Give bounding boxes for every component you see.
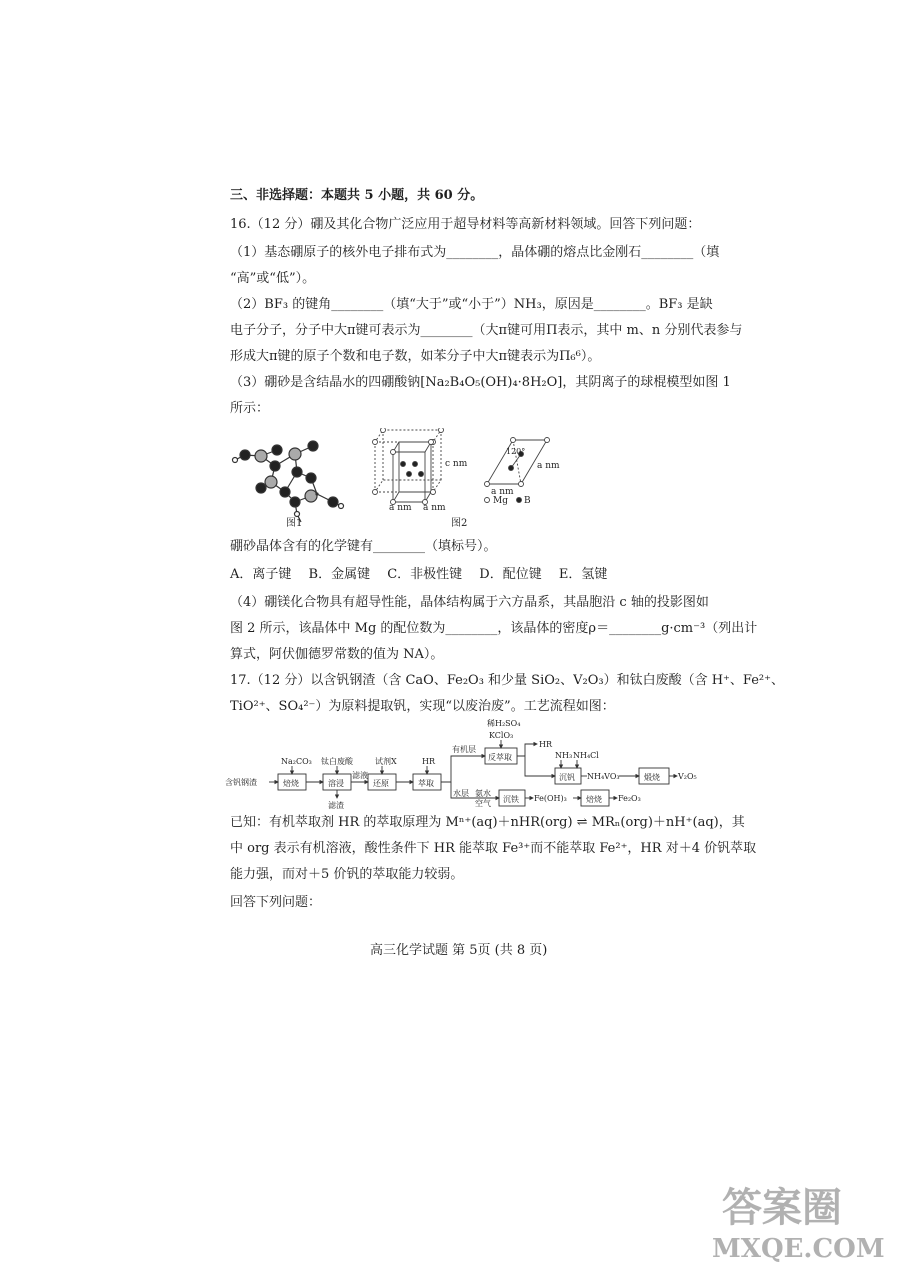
q16-part2-line2: 电子分子，分子中大π键可表示为________（大π键可用Π表示，其中 m、n 分别代表参与 bbox=[230, 323, 743, 338]
figure1-ball-stick-model bbox=[233, 441, 344, 522]
figure2-angle-label: 120° bbox=[506, 447, 526, 456]
q16-part1-line1: （1）基态硼原子的核外电子排布式为________，晶体硼的熔点比金刚石________（填 bbox=[230, 245, 720, 260]
flow-residue: 滤渣 bbox=[328, 801, 344, 810]
flow-filtrate: 滤液 bbox=[352, 771, 368, 780]
flow-kclo3: KClO₃ bbox=[489, 731, 514, 740]
legend-mg: Mg bbox=[493, 496, 508, 506]
flow-nh4vo3: NH₄VO₃ bbox=[587, 772, 620, 781]
flow-raw: 含钒钢渣 bbox=[225, 778, 257, 787]
figure2-caption: 图2 bbox=[451, 518, 468, 529]
page-footer: 高三化学试题 第 5页 (共 8 页) bbox=[370, 943, 548, 958]
q17-known-line2: 中 org 表示有机溶液，酸性条件下 HR 能萃取 Fe³⁺而不能萃取 Fe²⁺，HR 对＋4 价钒萃取 bbox=[230, 841, 757, 856]
q17-known-line1: 已知：有机萃取剂 HR 的萃取原理为 Mⁿ⁺(aq)＋nHR(org) ⇌ MRₙ(org)＋nH⁺(aq)，其 bbox=[230, 815, 745, 830]
q16-stem: 16.（12 分）硼及其化合物广泛应用于超导材料等高新材料领域。回答下列问题： bbox=[230, 217, 701, 232]
flow-vprec: 沉钒 bbox=[559, 773, 575, 782]
flow-na2co3: Na₂CO₃ bbox=[281, 757, 312, 766]
figure2-a-label-1: a nm bbox=[389, 503, 412, 513]
flow-air: 空气 bbox=[475, 799, 491, 808]
flow-reduce: 还原 bbox=[373, 779, 389, 788]
flow-ammonia: 氨水 bbox=[475, 789, 491, 798]
flow-reagent-x: 试剂X bbox=[375, 757, 397, 766]
flow-water: 水层 bbox=[453, 789, 469, 798]
flow-nh3: NH₃ bbox=[555, 751, 573, 760]
q17-known-line3: 能力强，而对＋5 价钒的萃取能力较弱。 bbox=[230, 867, 464, 882]
flow-acid: 钛白废酸 bbox=[321, 757, 353, 766]
figure2-a-label-4: a nm bbox=[491, 487, 514, 497]
figure2-a-label-2: a nm bbox=[423, 503, 446, 513]
legend-b: B bbox=[524, 496, 531, 506]
flow-feprec: 沉铁 bbox=[503, 795, 519, 804]
flow-v2o5: V₂O₅ bbox=[678, 772, 697, 781]
crystal-figures bbox=[225, 428, 575, 538]
q16-options: A．离子键 B．金属键 C．非极性键 D．配位键 E．氢键 bbox=[230, 567, 608, 582]
flow-dilute: 稀H₂SO₄ bbox=[487, 719, 521, 728]
flow-extract: 萃取 bbox=[418, 779, 434, 788]
q16-part4-line3: 算式，阿伏伽德罗常数的值为 NA）。 bbox=[230, 647, 444, 662]
figure1-caption: 图1 bbox=[286, 518, 303, 529]
q16-part4-line1: （4）硼镁化合物具有超导性能，晶体结构属于六方晶系，其晶胞沿 c 轴的投影图如 bbox=[230, 595, 709, 610]
section-heading: 三、非选择题：本题共 5 小题，共 60 分。 bbox=[230, 188, 484, 203]
figure2-a-label-3: a nm bbox=[537, 461, 560, 471]
q16-part2-line1: （2）BF₃ 的键角________（填“大于”或“小于”）NH₃，原因是________。BF₃ 是缺 bbox=[230, 297, 713, 312]
watermark-bottom: MXQE.COM bbox=[712, 1234, 885, 1264]
q16-part4-line2: 图 2 所示，该晶体中 Mg 的配位数为________，该晶体的密度ρ＝________g·cm⁻³（列出计 bbox=[230, 621, 758, 636]
figure2-c-label: c nm bbox=[445, 459, 468, 469]
flow-nh4cl: NH₄Cl bbox=[573, 751, 599, 760]
flow-leach: 溶浸 bbox=[328, 779, 344, 788]
flow-back: 反萃取 bbox=[488, 753, 512, 762]
figure2-unit-cell bbox=[373, 428, 444, 505]
q16-bond-question: 硼砂晶体含有的化学键有________（填标号）。 bbox=[230, 539, 497, 554]
flow-roast2: 焙烧 bbox=[586, 795, 602, 804]
q16-part2-line3: 形成大π键的原子个数和电子数，如苯分子中大π键表示为Π₆⁶）。 bbox=[230, 349, 601, 364]
watermark-top: 答案圈 bbox=[722, 1184, 842, 1231]
flow-hr-out: HR bbox=[539, 740, 552, 749]
flow-calc: 煅烧 bbox=[644, 773, 660, 782]
q17-line1: 17.（12 分）以含钒钢渣（含 CaO、Fe₂O₃ 和少量 SiO₂、V₂O₃）和钛白废酸（含 H⁺、Fe²⁺、 bbox=[230, 673, 784, 688]
q17-line2: TiO²⁺、SO₄²⁻）为原料提取钒，实现“以废治废”。工艺流程如图： bbox=[230, 699, 615, 714]
q16-part1-line2: “高”或“低”）。 bbox=[230, 271, 316, 286]
flow-hr-in: HR bbox=[422, 757, 435, 766]
flow-fe2o3: Fe₂O₃ bbox=[618, 794, 641, 803]
q16-part3-line2: 所示： bbox=[230, 401, 270, 416]
watermark-logo bbox=[702, 1175, 892, 1265]
flow-organic: 有机层 bbox=[452, 745, 476, 754]
process-flow-diagram bbox=[225, 716, 700, 811]
q16-part3-line1: （3）硼砂是含结晶水的四硼酸钠[Na₂B₄O₅(OH)₄·8H₂O]，其阴离子的球棍模型如图 1 bbox=[230, 375, 731, 390]
q17-answer-prompt: 回答下列问题： bbox=[230, 895, 322, 910]
flow-roast: 焙烧 bbox=[283, 779, 299, 788]
flow-feoh: Fe(OH)₃ bbox=[534, 794, 567, 803]
